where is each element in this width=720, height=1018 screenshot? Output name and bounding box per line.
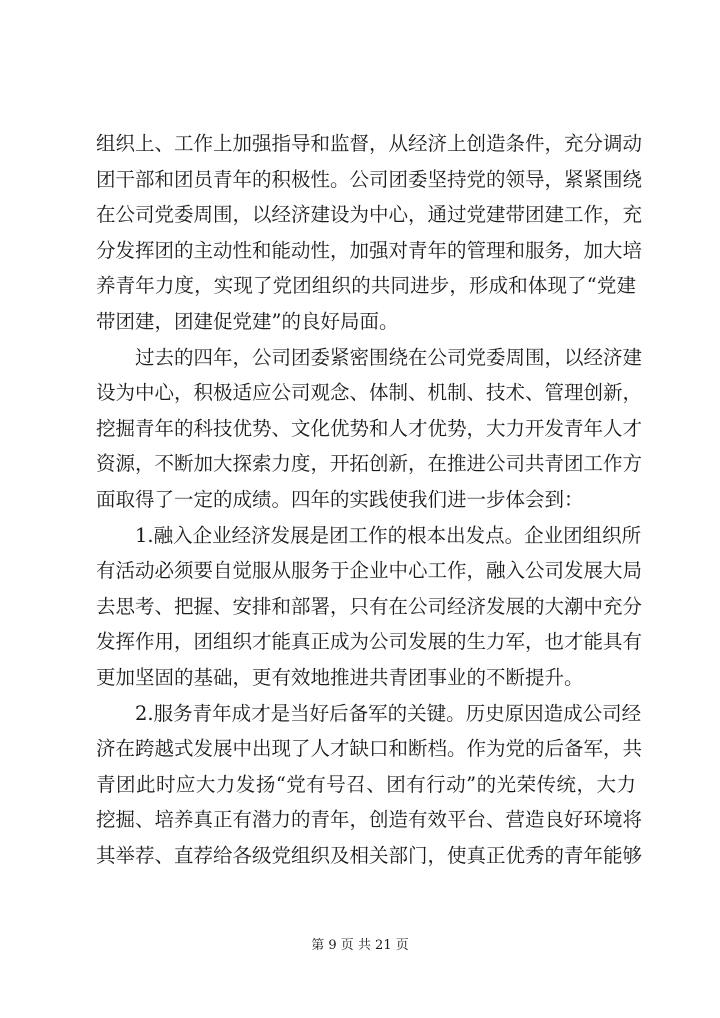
text-line: 挖掘青年的科技优势、文化优势和人才优势，大力开发青年人才 [96,416,643,440]
paragraph-first-line: 2.服务青年成才是当好后备军的关键。历史原因造成公司经 [135,701,642,725]
text-line: 养青年力度，实现了党团组织的共同进步，形成和体现了“党建 [96,274,636,298]
text-line: 其举荐、直荐给各级党组织及相关部门，使真正优秀的青年能够 [96,843,643,867]
text-line: 发挥作用，团组织才能真正成为公司发展的生力军，也才能具有 [96,630,643,654]
text-line: 去思考、把握、安排和部署，只有在公司经济发展的大潮中充分 [96,594,643,618]
text-line: 带团建，团建促党建”的良好局面。 [96,309,399,333]
text-line: 设为中心，积极适应公司观念、体制、机制、技术、管理创新， [96,381,643,405]
text-line: 挖掘、培养真正有潜力的青年，创造有效平台、营造良好环境将 [96,808,643,832]
paragraph-first-line: 过去的四年，公司团委紧密围绕在公司党委周围，以经济建 [135,345,643,369]
body-text [96,126,643,873]
text-line: 团干部和团员青年的积极性。公司团委坚持党的领导，紧紧围绕 [96,167,643,191]
text-line: 组织上、工作上加强指导和监督，从经济上创造条件，充分调动 [96,132,643,155]
text-line: 分发挥团的主动性和能动性，加强对青年的管理和服务，加大培 [96,238,643,262]
paragraph-first-line: 1.融入企业经济发展是团工作的根本出发点。企业团组织所 [135,523,642,547]
text-line: 济在跨越式发展中出现了人才缺口和断档。作为党的后备军，共 [96,737,643,761]
text-line: 更加坚固的基础，更有效地推进共青团事业的不断提升。 [96,665,584,689]
text-line: 资源，不断加大探索力度，开拓创新，在推进公司共青团工作方 [96,452,643,476]
page-number-footer: 第 9 页 共 21 页 [311,938,409,953]
text-line: 有活动必须要自觉服从服务于企业中心工作，融入公司发展大局 [96,559,643,583]
text-line: 在公司党委周围，以经济建设为中心，通过党建带团建工作，充 [96,203,643,227]
text-line: 青团此时应大力发扬“党有号召、团有行动”的光荣传统，大力 [96,772,636,796]
text-line: 面取得了一定的成绩。四年的实践使我们进一步体会到： [96,487,584,511]
